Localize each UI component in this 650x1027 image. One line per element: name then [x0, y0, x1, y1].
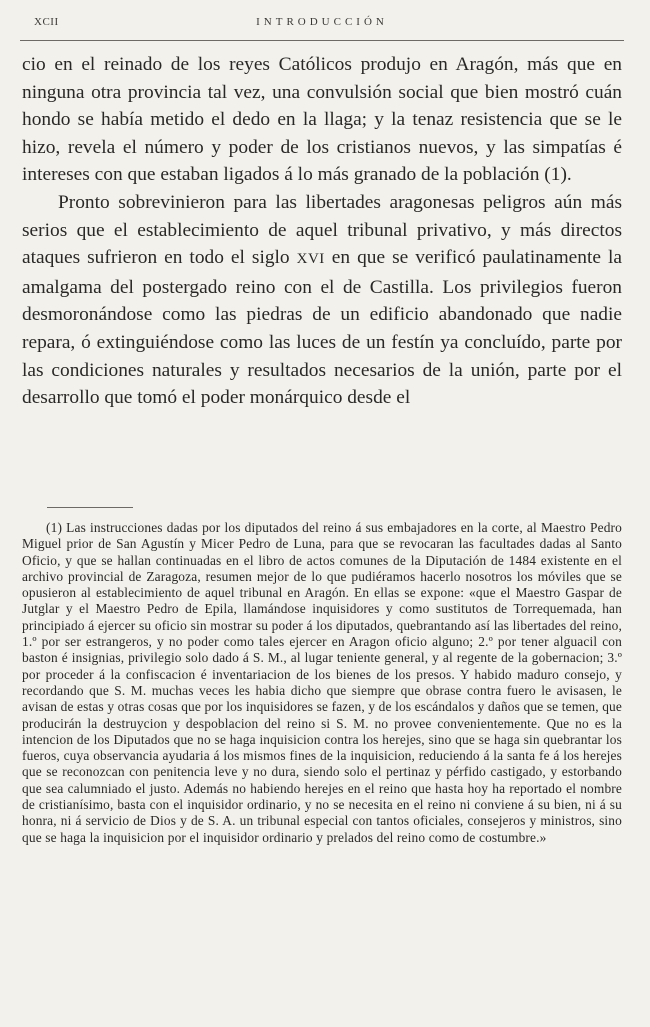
running-head	[20, 13, 624, 33]
footnote	[22, 520, 622, 846]
main-text	[22, 51, 622, 412]
century-numeral: XVI	[296, 251, 325, 268]
footnote-text: (1) Las instrucciones dadas por los diputados del reino á sus embajadores en la corte, al Maestro Pedro Miguel prior de San Agustín y Micer Pedro de Luna, para que se revocaran las facultades dadas al Santo Oficio, y que se hallan continuadas en el libro de actos comunes de la Diputación de 1484 existente en el archivo provincial de Zaragoza, resumen mejor de lo que pudiéramos hacerlo nosotros los móviles que se opusieron al establecimiento de aquel tribunal en Aragón. En ellas se expone: «que el Maestro Gaspar de Jutglar y el Maestro Pedro de Epila, llamándose inquisidores y como sustitutos de Torrequemada, han principiado á ejercer su oficio sin mostrar su poder á los diputados, quebrantando así las libertades del reino, 1.º por ser estrangeros, y no poder como tales ejercer en Aragon oficio alguno; 2.º por tener alguacil con baston é insignias, privilegio solo dado á S. M., al lugar teniente general, y al regente de la gobernacion; 3.º por proceder á la confiscacion é inventariacion de los bienes de los presos. Y habido maduro consejo, y recordando que S. M. muchas veces les habia dicho que siempre que obrase contra fuero le avisasen, le avisan de estas y otras cosas que por los inquisidores se fazen, y de los escándalos y daños que se temen, que producirán la destruycion y despoblacion del reino si S. M. no provee convenientemente. Que no es la intencion de los Diputados que no se haga inquisicion contra los herejes, sino que se haga sin quebrantar los fueros, cuya observancia ayudaria á los mismos fines de la inquisicion, reduciendo á la santa fe á los herejes que se reconozcan con penitencia leve y no dura, siendo solo el pertinaz y pérfido castigado, y estorbando que sea calumniado el justo. Además no habiendo herejes en el reino que hasta hoy ha reportado el nombre de cristianísimo, basta con el inquisidor ordinario, y no se necesita en el reino ni conviene á su bien, ni á su honra, ni á servicio de Dios y de S. A. un tribunal especial con tantos oficiales, consejeros y ministros, sino que se haga la inquisicion por el inquisidor ordinario y prelados del reino como de costumbre.»	[22, 520, 622, 845]
footnote-rule	[47, 507, 133, 508]
running-title: INTRODUCCIÓN	[256, 16, 388, 28]
paragraph-text: Pronto sobrevinieron para las libertades aragonesas peligros aún más serios que el establecimiento de aquel tribunal privativo, y más directos ataques sufrieron en todo el siglo	[22, 191, 622, 269]
header-rule	[20, 40, 624, 41]
page-number: XCII	[34, 16, 59, 28]
paragraph-continuation: cio en el reinado de los reyes Católicos produjo en Aragón, más que en ninguna otra provincia tal vez, una convulsión social que bien mostró cuán hondo se había metido el dedo en la llaga; y la tenaz resistencia que se le hizo, revela el número y poder de los cristianos nuevos, y las simpatías é intereses con que estaban ligados á lo más granado de la población (1).	[22, 54, 622, 186]
book-page	[20, 0, 624, 1027]
paragraph-text: en que se verificó paulatinamente la amalgama del postergado reino con el de Castilla. Los privilegios fueron desmoronándose como las piedras de un edificio abandonado que nadie repara, ó extinguiéndose como las luces de un festín ya concluído, parte por las condiciones naturales y resultados necesarios de la unión, parte por el desarrollo que tomó el poder monárquico desde el	[22, 247, 622, 409]
paragraph-privileges	[22, 189, 622, 412]
